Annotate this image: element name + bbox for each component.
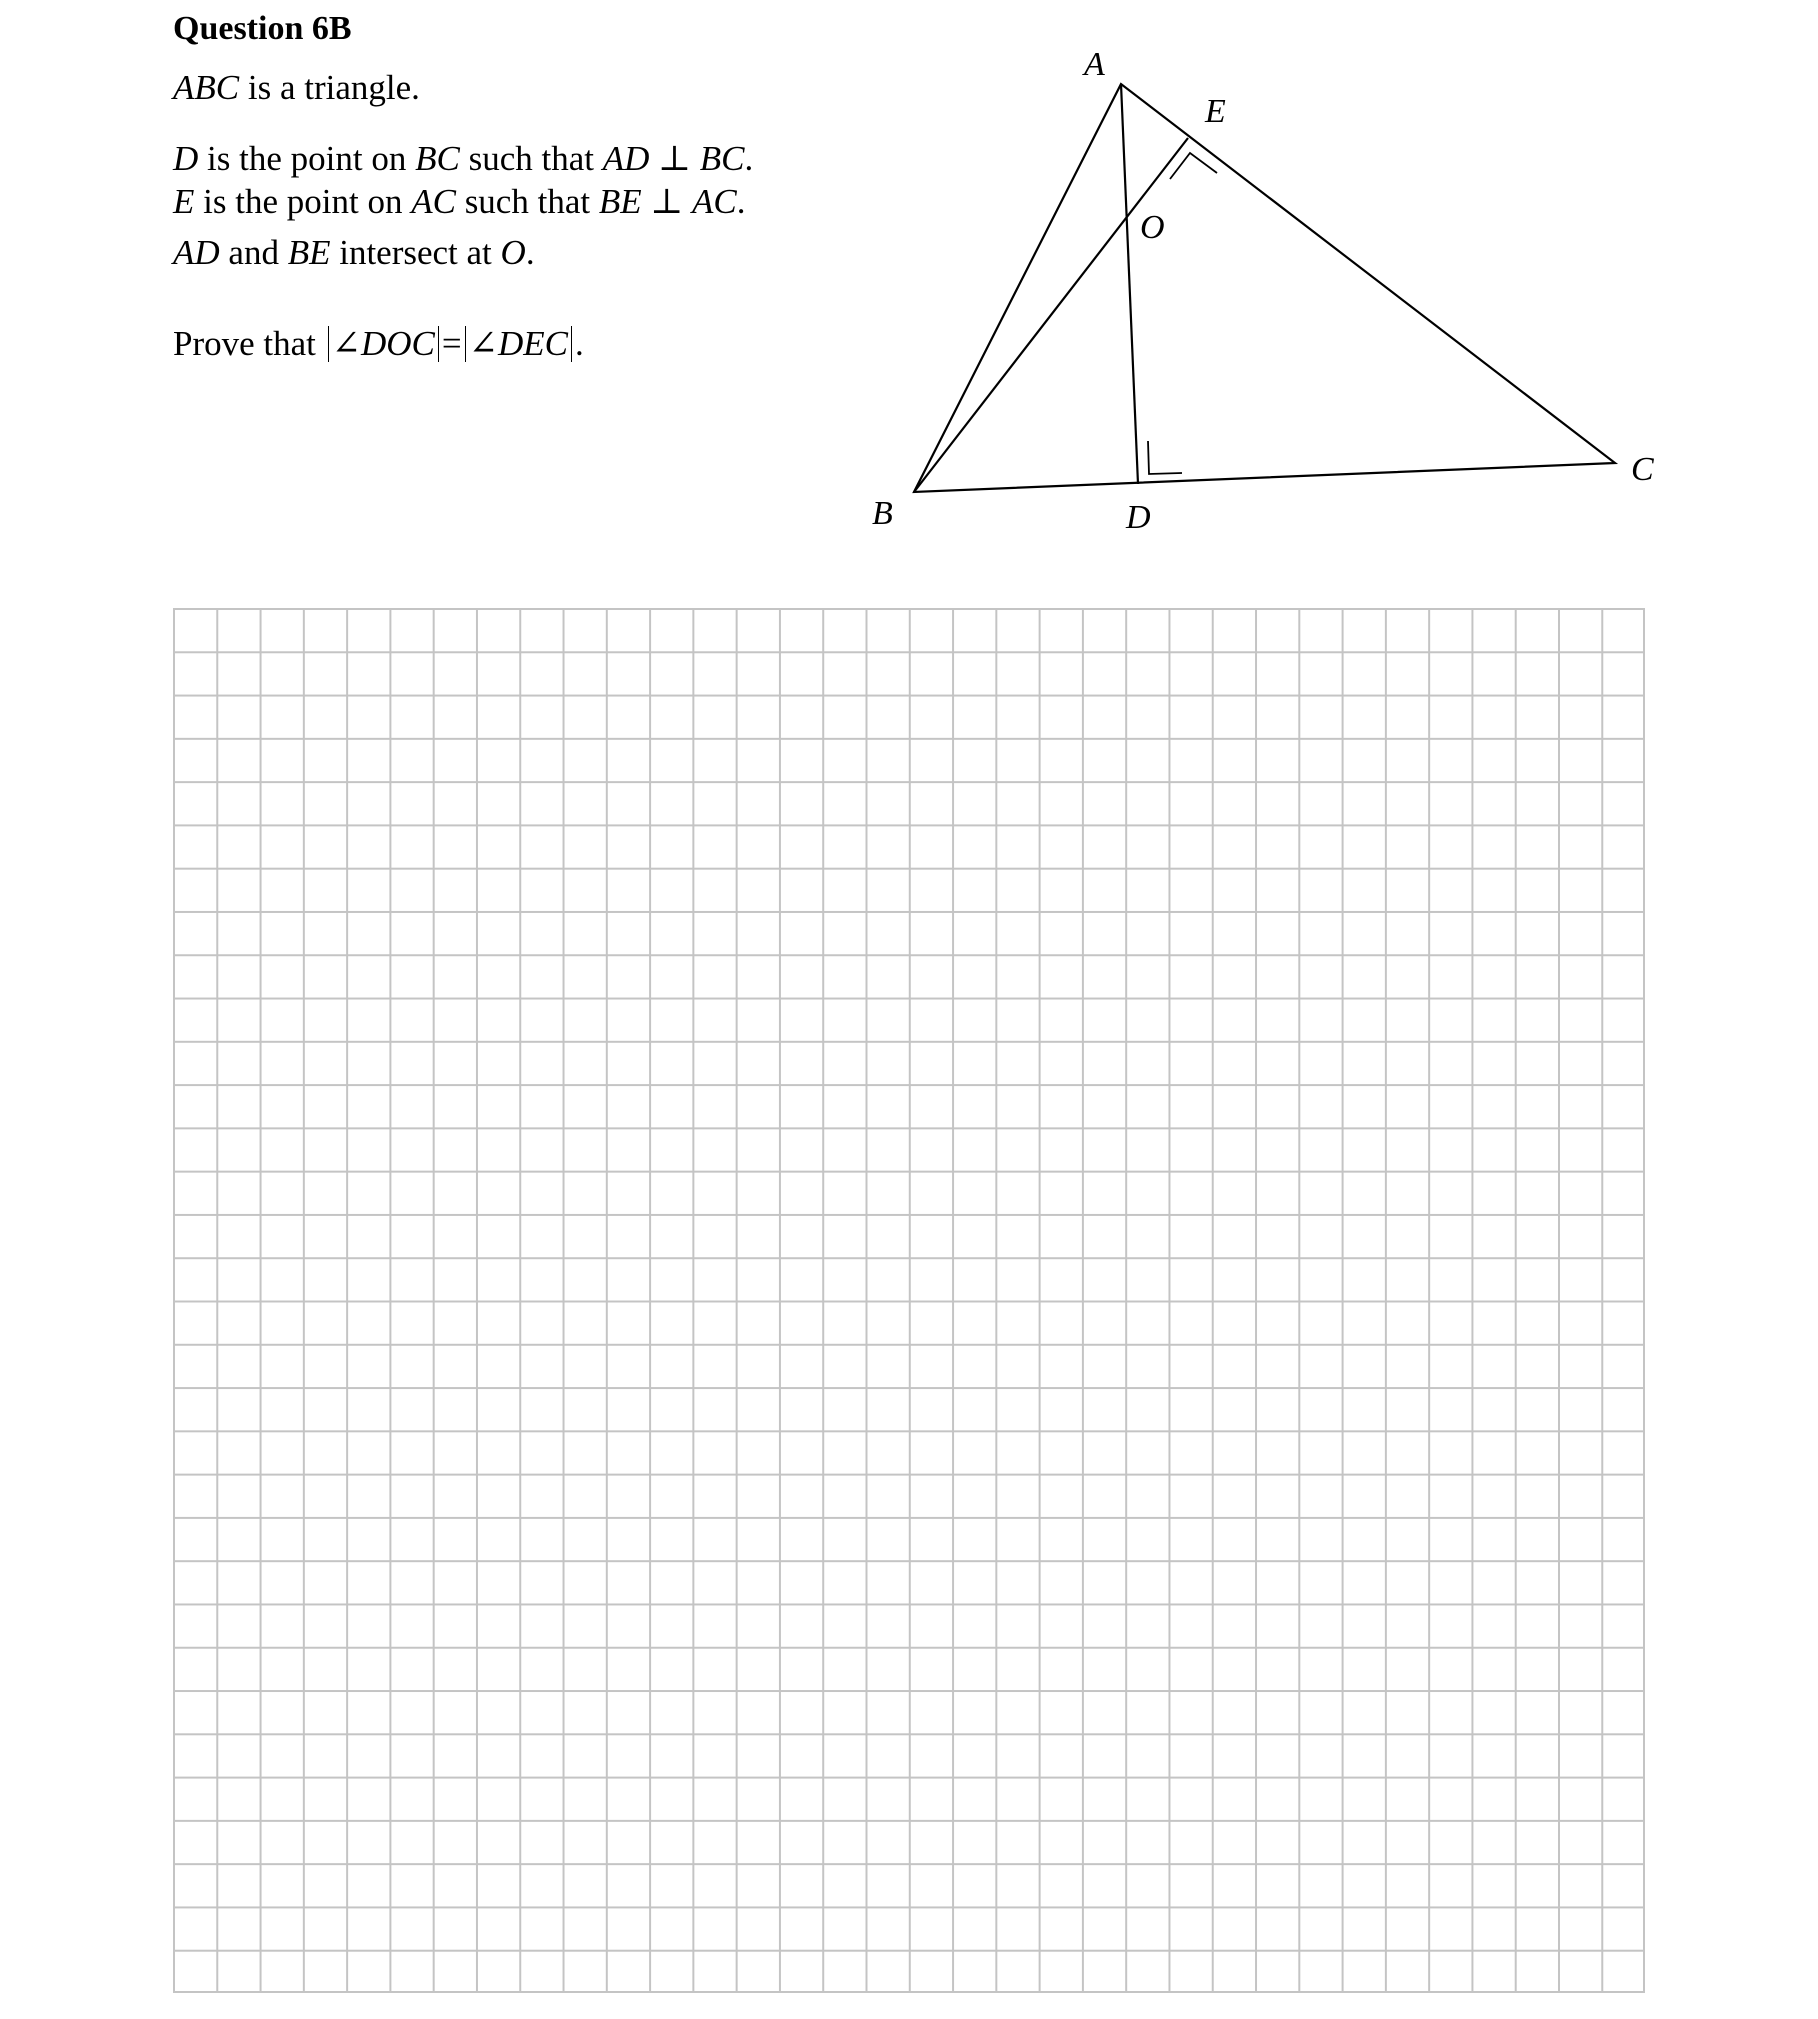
angle-doc: ∠DOC: [331, 324, 435, 363]
text-run: is the point on: [194, 182, 412, 221]
text-run: and: [219, 233, 288, 272]
angle-dec: ∠DEC: [468, 324, 568, 363]
math-symbol: ABC: [173, 68, 240, 107]
text-run: ⊥: [641, 182, 693, 221]
math-symbol: AC: [411, 182, 456, 221]
point-label-d: D: [1126, 499, 1151, 536]
vertex-label-c: C: [1631, 451, 1654, 488]
point-label-o: O: [1140, 209, 1165, 246]
math-symbol: BE: [598, 182, 642, 221]
text-run: such that: [459, 139, 603, 178]
triangle-diagram: [0, 0, 1818, 600]
math-symbol: BC: [415, 139, 460, 178]
prove-prefix: Prove that: [173, 324, 325, 363]
triangle-abc: [914, 84, 1615, 492]
math-symbol: AD: [602, 139, 650, 178]
math-symbol: O: [500, 233, 526, 272]
text-run: intersect at: [330, 233, 501, 272]
point-label-e: E: [1205, 93, 1226, 130]
altitude-be: [914, 138, 1188, 492]
math-symbol: BC: [699, 139, 745, 178]
vertex-label-b: B: [872, 495, 893, 532]
altitude-ad: [1121, 84, 1138, 484]
answer-grid[interactable]: [173, 608, 1645, 1993]
text-run: .: [736, 182, 746, 221]
text-run: is the point on: [198, 139, 416, 178]
right-angle-mark-d: [1148, 441, 1182, 474]
text-run: .: [744, 139, 754, 178]
math-symbol: E: [173, 182, 195, 221]
grid-lines: [173, 608, 1645, 1993]
text-run: such that: [455, 182, 599, 221]
right-angle-mark-e: [1170, 153, 1217, 179]
math-symbol: BE: [287, 233, 331, 272]
math-symbol: AD: [173, 233, 220, 272]
vertex-label-a: A: [1084, 46, 1105, 83]
text-run: .: [525, 233, 535, 272]
math-symbol: D: [173, 139, 199, 178]
text-run: ⊥: [649, 139, 700, 178]
question-title: Question 6B: [173, 10, 352, 47]
prove-suffix: .: [574, 324, 584, 363]
equals-sign: =: [441, 324, 462, 363]
text-run: is a triangle.: [239, 68, 420, 107]
math-symbol: AC: [692, 182, 737, 221]
